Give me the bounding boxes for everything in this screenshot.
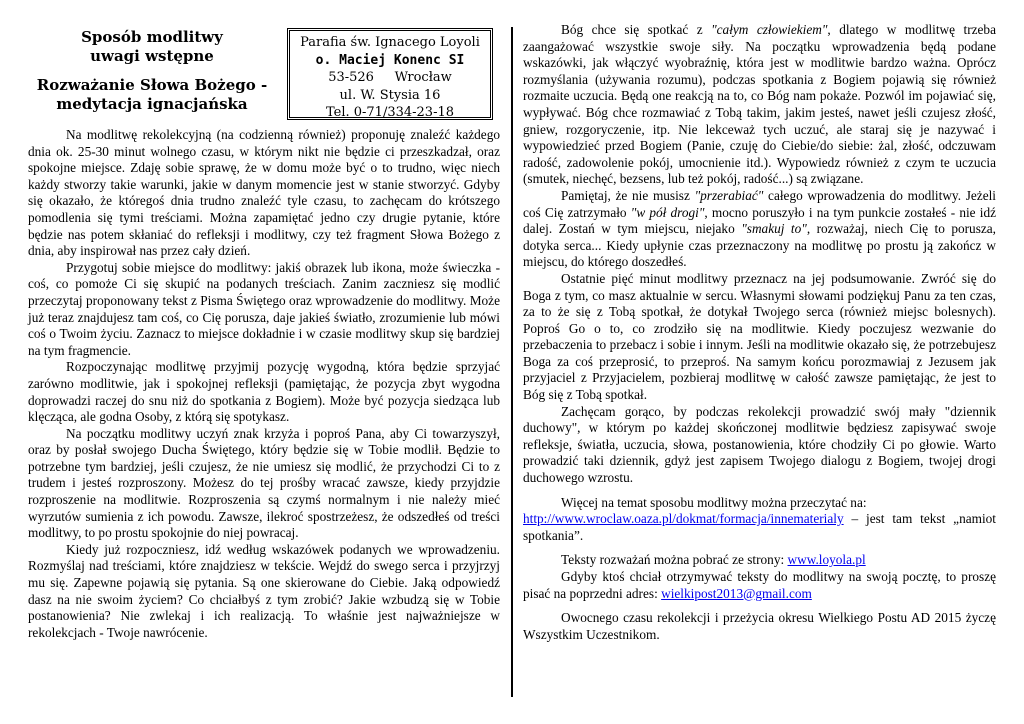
emphasis-text: "smakuj to" xyxy=(741,221,807,237)
emphasis-text: "przerabiać" xyxy=(694,187,764,203)
postal-code: 53-526 xyxy=(328,70,374,85)
oaza-link[interactable]: http://www.wroclaw.oaza.pl/dokmat/formacja/innematerialy xyxy=(523,511,844,527)
phone-number: Tel. 0-71/334-23-18 xyxy=(325,105,455,120)
left-paragraph-3: Rozpoczynając modlitwę przyjmij pozycję wygodną, która będzie sprzyjać zarówno modlitwie, jak i spokojnej refleksji (pamiętając, że pozycja zbyt wygodna doprowadzi raczej do snu niż do spotkania z Bogiem). Może być pozycja siedząca lub klęcząca, ale godna Osoby, z którą się spotykasz. xyxy=(28,359,500,425)
right-paragraph-5 xyxy=(523,495,996,545)
text-run: , mocno poruszyło i na tym punkcie zostałeś - nie idź dalej. Zostań w tym miejscu, niejako xyxy=(523,204,996,237)
left-paragraph-1: Na modlitwę rekolekcyjną (na codzienną również) proponuję znaleźć każdego dnia ok. 25-30 minut wolnego czasu, w którym nikt nie będzie ci przeszkadzał, oraz spokojne miejsce. Zdaję sobie sprawę, że w domu może być o to trudno, więc niech każdy stworzy takie warunki, jakie w danym momencie jest w stanie stworzyć. Gdyby się okazało, że któregoś dnia trudno znaleźć tyle czasu, to zachęcam do krótszego pomodlenia się tymi treściami. Można zapamiętać jedno czy drugie pytanie, które będzie nas potem skłaniać do refleksji i modlitwy, czy też fragment Słowa Bożego z dnia, aby inspirował nas przez cały dzień. xyxy=(28,127,500,259)
text-run: Teksty rozważań można pobrać ze strony: xyxy=(561,552,788,568)
column-divider xyxy=(511,27,513,697)
right-paragraph-3: Ostatnie pięć minut modlitwy przeznacz na jej podsumowanie. Zwróć się do Boga z tym, co masz aktualnie w sercu. Własnymi słowami podziękuj Panu za ten czas, za to że się z Tobą spotkał, że dotykał Twojego serca (również miejsc bolesnych). Poproś Go o to, co zrodziło się na modlitwie. Kiedy poczujesz wezwanie do przebaczenia to przebacz i sobie i innym. Jeśli na modlitwie okazało się, że potrzebujesz Boga za coś przeprosić, to przeproś. Na samym końcu porozmawiaj z Jezusem jak przyjaciel z Przyjacielem, pozbieraj modlitwę w całość zawsze pamiętając, że jest to Bóg się z Tobą spotkał. xyxy=(523,270,996,403)
parish-info-box xyxy=(287,28,493,120)
right-paragraph-4: Zachęcam gorąco, by podczas rekolekcji prowadzić swój mały "dziennik duchowy", w którym po każdej skończonej modlitwie będziesz zapisywać swoje refleksje, światła, uczucia, słowa, postanowienia, które chodziły Ci po głowie. Warto prowadzić taki dziennik, gdyż jest zapisem Twojego dialogu z Bogiem, twojej drogi duchowego wzrostu. xyxy=(523,403,996,486)
title-line-2: uwagi wstępne xyxy=(90,47,214,65)
right-paragraph-2 xyxy=(523,188,996,271)
text-run: całego wprowadzenia do modlitwy. Jeżeli coś Cię zatrzymało xyxy=(523,187,996,220)
text-run: – jest tam tekst „namiot spotkania”. xyxy=(523,511,996,543)
paragraph-spacer xyxy=(523,487,996,495)
text-run: Pamiętaj, że nie musisz xyxy=(561,187,695,203)
title-line-1: Sposób modlitwy xyxy=(81,28,223,46)
left-column xyxy=(28,127,500,641)
postal-city-line xyxy=(290,69,490,87)
header-titles xyxy=(28,28,276,114)
subtitle-line-2: medytacja ignacjańska xyxy=(56,95,248,113)
text-run: Bóg chce się spotkać z xyxy=(561,22,712,37)
text-run: Więcej na temat sposobu modlitwy można przeczytać na: xyxy=(561,494,867,510)
text-run: Gdyby ktoś chciał otrzymywać teksty do modlitwy na swoją pocztę, to proszę pisać na poprzedni adres: xyxy=(523,569,996,601)
street-address: ul. W. Stysia 16 xyxy=(339,87,441,103)
emphasis-text: "całym człowiekiem" xyxy=(711,22,828,37)
email-link[interactable]: wielkipost2013@gmail.com xyxy=(661,585,812,601)
left-paragraph-4: Na początku modlitwy uczyń znak krzyża i poproś Pana, aby Ci towarzyszył, oraz by posłał swojego Ducha Świętego, który będzie się w Tobie modlił. Będzie to potrzebne tym bardziej, jeśli czujesz, że nie umiesz się modlić, że przychodzi Ci to z trudem i jesteś rozproszony. Możesz do tej prośby wracać zawsze, kiedy przyjdzie rozproszenie na modlitwie. Rozproszenia są czymś normalnym i nie należy mieć wyrzutów sumienia z ich powodu. Zawsze, ilekroć spostrzeżesz, że odszedłeś od treści modlitwy, to po prostu spokojnie do niej powracaj. xyxy=(28,425,500,541)
loyola-link[interactable]: www.loyola.pl xyxy=(787,552,866,568)
priest-name: o. Maciej Konenc SI xyxy=(315,52,465,68)
left-paragraph-2: Przygotuj sobie miejsce do modlitwy: jakiś obrazek lub ikona, może świeczka - coś, co pomoże Ci się skupić na podanych treściach. Zanim zaczniesz się modlić przeczytaj proponowany tekst z Pisma Świętego oraz wprowadzenie do modlitwy. Może już teraz znajdujesz tam coś, co Cię porusza, daje jakieś światło, zrozumienie lub mówi coś o Twoim życiu. Zaznacz to miejsce dokładnie i w czasie modlitwy skup się bardziej na tym fragmencie. xyxy=(28,259,500,358)
city: Wrocław xyxy=(394,70,452,85)
left-paragraph-5: Kiedy już rozpoczniesz, idź według wskazówek podanych we wprowadzeniu. Rozmyślaj nad treściami, które znajdziesz w tekście. Wejdź do swego serca i przyjrzyj mu się. Zapewne pojawią się pytania. Są one skierowane do Ciebie. Jaką odpowiedź dasz na nie swoim życiem? Co chciałbyś z tym zrobić? Jakie wzbudzą się w Tobie postanowienia? Nie zwlekaj i ich realizacją. To właśnie jest najważniejsze w rekolekcjach - Twoje nawrócenie. xyxy=(28,541,500,640)
right-paragraph-7 xyxy=(523,569,996,602)
text-run: , rozważaj, niech Cię to porusza, dotyka serca... Kiedy upłynie czas przeznaczony na modlitwę po prostu ją zakończ w miejscu, do którego doszedłeś. xyxy=(523,221,996,270)
right-paragraph-8: Owocnego czasu rekolekcji i przeżycia okresu Wielkiego Postu AD 2015 życzę Wszystkim Uczestnikom. xyxy=(523,610,996,642)
right-column xyxy=(523,22,996,643)
parish-name: Parafia św. Ignacego Loyoli xyxy=(300,35,480,50)
right-paragraph-6 xyxy=(523,552,996,569)
emphasis-text: "w pół drogi" xyxy=(630,204,705,220)
subtitle-line-1: Rozważanie Słowa Bożego - xyxy=(36,76,268,94)
right-paragraph-1 xyxy=(523,22,996,188)
paragraph-spacer xyxy=(523,544,996,552)
text-run: , dlatego w modlitwę trzeba zaangażować wszystkie swoje siły. Na początku wprowadzenia będą podane wskazówki, jak włączyć wyobraźnię, która jest w modlitwie bardzo ważna. Oprócz rozmyślania (używania rozumu), podczas spotkania z Bogiem pojawią się również rozmaite uczucia. Będą one reakcją na to, co Bóg nam pokaże. Pozwól im pojawiać się, wypływać. Bóg chce rozmawiać z Tobą takim, jakim jesteś, nawet jeśli czujesz złość, gniew, rozgoryczenie, itp. Nie lekceważ tych uczuć, ale staraj się je nazywać i wypowiedzieć przed Bogiem (Panie, czuję do Ciebie/do siebie: żal, złość, odczuwam radość, zadowolenie pokój, umocnienie itd.). Wypowiedz również z czym te uczucia (smutek, niechęć, bezsens, lub też pokój, radość...) są związane. xyxy=(523,22,996,187)
paragraph-spacer xyxy=(523,602,996,610)
